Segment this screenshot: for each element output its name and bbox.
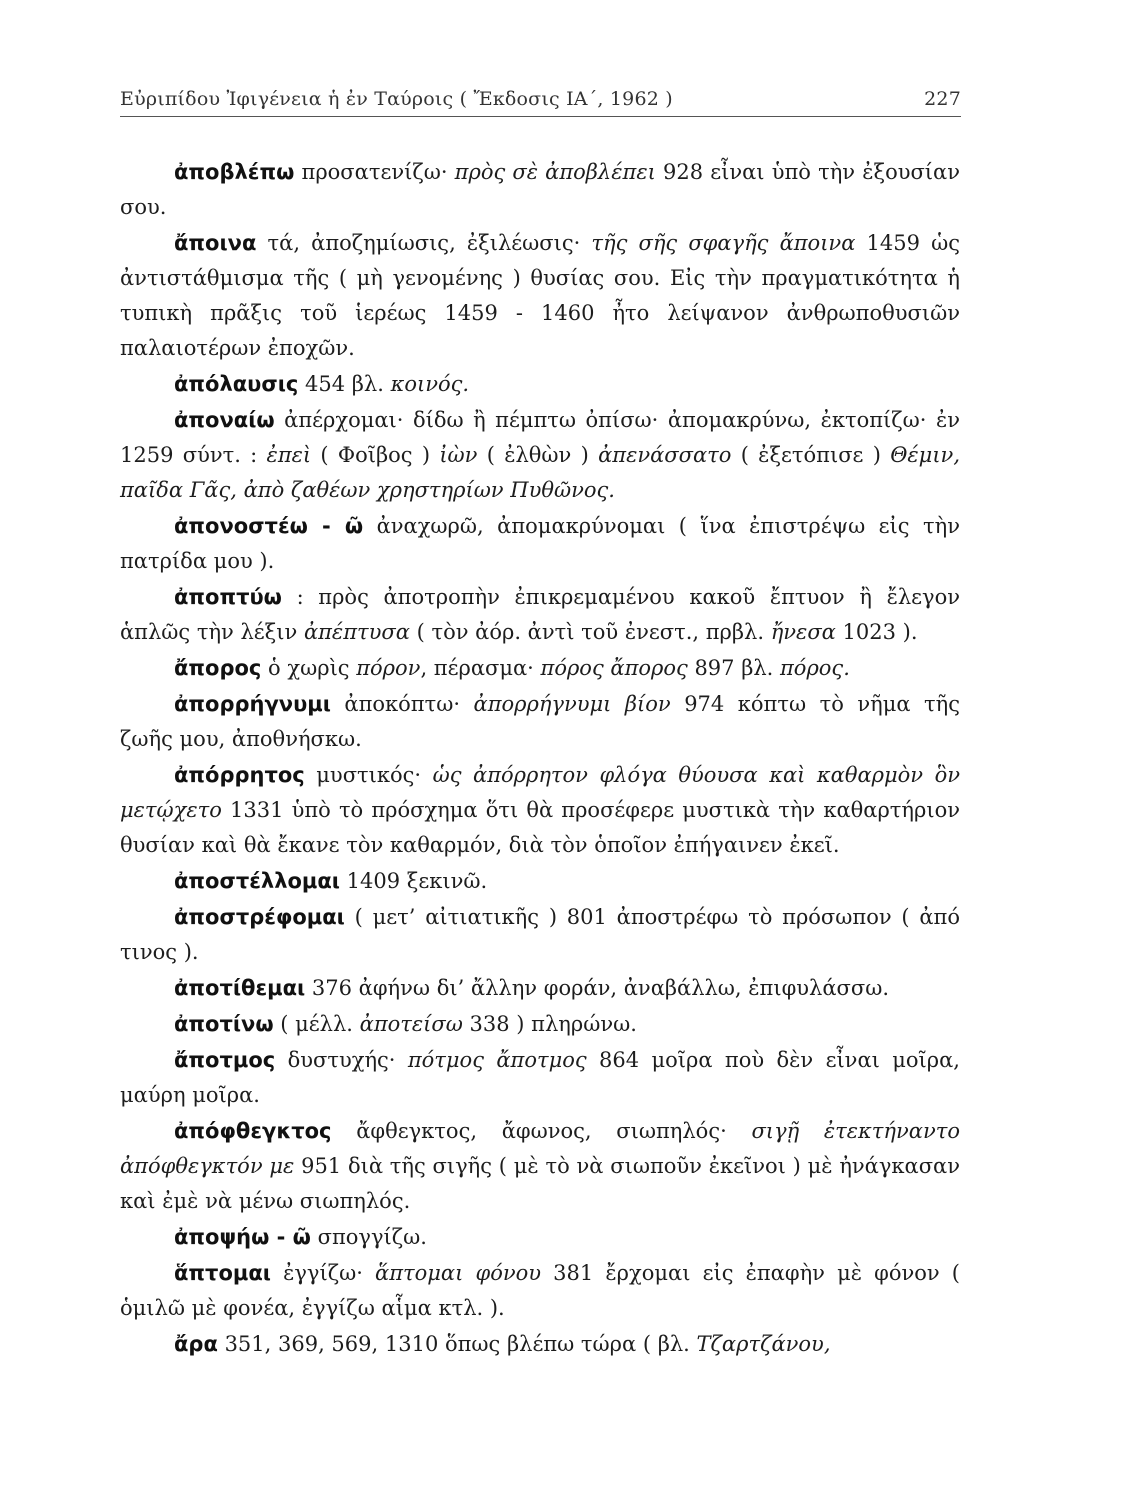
entry-quote-italic: πρὸς σὲ ἀποβλέπει	[454, 160, 656, 184]
entry-text: ( ἐλθὼν )	[477, 443, 599, 467]
entry-text: 974 κόπτω τὸ νῆμα τῆς ζωῆς μου, ἀποθνήσκω.	[120, 692, 960, 751]
glossary-entry	[120, 1043, 960, 1113]
entry-text: 376 ἀφήνω δι’ ἄλλην φοράν, ἀναβάλλω, ἐπιφυλάσσω.	[305, 976, 890, 1000]
entry-quote-italic: τῆς σῆς σφαγῆς ἄποινα	[591, 231, 856, 255]
entry-text: ( μετ’ αἰτιατικῆς ) 801 ἀποστρέφω τὸ πρόσωπον ( ἀπό τινος ).	[120, 905, 960, 964]
entry-quote-italic: ἰὼν	[439, 443, 478, 467]
entry-text: 928 εἶναι ὑπὸ τὴν ἐξουσίαν σου.	[120, 160, 960, 219]
glossary-entry	[120, 403, 960, 508]
entry-text: ἐγγίζω·	[270, 1261, 376, 1285]
glossary-entry	[120, 1327, 960, 1362]
entry-text: ἄφθεγκτος, ἄφωνος, σιωπηλός·	[331, 1119, 752, 1143]
entry-quote-italic: πόρον	[356, 656, 421, 680]
glossary-entry	[120, 687, 960, 757]
entry-headword: ἀπόρρητος	[174, 763, 305, 787]
entry-text: ( Φοῖβος )	[311, 443, 440, 467]
glossary-entry	[120, 1256, 960, 1326]
glossary-entry	[120, 900, 960, 970]
entry-headword: ἀπονοστέω - ῶ	[174, 514, 364, 538]
entry-quote-italic: ἀποτείσω	[359, 1012, 463, 1036]
header-title: Εὐριπίδου Ἰφιγένεια ἡ ἐν Ταύροις ( Ἔκδοσις ΙΑ΄, 1962 )	[120, 88, 673, 110]
entry-text: σπογγίζω.	[310, 1225, 427, 1249]
entry-text: ἀποκόπτω·	[330, 692, 474, 716]
entry-quote-italic: κοινός.	[390, 372, 470, 396]
entry-text: δυστυχής·	[275, 1048, 408, 1072]
entry-headword: ἀποναίω	[174, 408, 275, 432]
entry-text: μυστικός·	[304, 763, 433, 787]
entry-headword: ἀπόφθεγκτος	[174, 1119, 332, 1143]
entry-text: 338 ) πληρώνω.	[462, 1012, 637, 1036]
entry-quote-italic: πότμος ἄποτμος	[407, 1048, 587, 1072]
entry-text: 351, 369, 569, 1310 ὅπως βλέπω τώρα ( βλ.	[217, 1332, 697, 1356]
glossary-entry	[120, 864, 960, 899]
entry-text: προσατενίζω·	[294, 160, 455, 184]
page-number: 227	[924, 88, 961, 110]
entry-text: 864 μοῖρα ποὺ δὲν εἶναι μοῖρα, μαύρη μοῖρα.	[120, 1048, 960, 1107]
entry-headword: ἀποτίθεμαι	[174, 976, 306, 1000]
entry-text: ( τὸν ἀόρ. ἀντὶ τοῦ ἐνεστ., πρβλ.	[409, 620, 771, 644]
entry-text: 951 διὰ τῆς σιγῆς ( μὲ τὸ νὰ σιωποῦν ἐκεῖνοι ) μὲ ἠνάγκασαν καὶ ἐμὲ νὰ μένω σιωπηλός.	[120, 1154, 960, 1213]
entry-text: ἀναχωρῶ, ἀπομακρύνομαι ( ἵνα ἐπιστρέψω εἰς τὴν πατρίδα μου ).	[120, 514, 960, 573]
entry-text: 1331 ὑπὸ τὸ πρόσχημα ὅτι θὰ προσέφερε μυστικὰ τὴν καθαρτήριον θυσίαν καὶ θὰ ἔκανε τὸν καθαρμόν, διὰ τὸν ὁποῖον ἐπήγαινεν ἐκεῖ.	[120, 798, 960, 857]
running-header	[120, 86, 961, 117]
entry-headword: ἀπόλαυσις	[174, 372, 299, 396]
entry-headword: ἀποστρέφομαι	[174, 905, 345, 929]
entry-quote-italic: ἀπέπτυσα	[303, 620, 410, 644]
entry-quote-italic: ἅπτομαι φόνου	[375, 1261, 542, 1285]
entry-quote-italic: ἤνεσα	[770, 620, 836, 644]
glossary-entry	[120, 758, 960, 863]
entry-headword: ἀποψήω - ῶ	[174, 1225, 311, 1249]
entry-quote-italic: ὡς ἀπόρρητον φλόγα θύουσα καὶ καθαρμὸν ὃν μετῴχετο	[120, 763, 960, 822]
entry-text: 1409 ξεκινῶ.	[339, 869, 488, 893]
entry-headword: ἀπορρήγνυμι	[174, 692, 331, 716]
entry-text: 1023 ).	[835, 620, 918, 644]
entry-quote-italic: πόρος ἄπορος	[540, 656, 688, 680]
entry-headword: ἄπορος	[174, 656, 262, 680]
entry-headword: ἀποστέλλομαι	[174, 869, 340, 893]
entry-quote-italic: ἀπενάσσατο	[598, 443, 732, 467]
glossary-entry	[120, 226, 960, 366]
entry-text: 1459 ὡς ἀντιστάθμισμα τῆς ( μὴ γενομένης ) θυσίας σου. Εἰς τὴν πραγματικότητα ἡ τυπικὴ πρᾶξις τοῦ ἱερέως 1459 - 1460 ἦτο λείψανον ἀνθρωποθυσιῶν παλαιοτέρων ἐποχῶν.	[120, 231, 960, 360]
glossary-entry	[120, 367, 960, 402]
entry-headword: ἄρα	[174, 1332, 218, 1356]
glossary-entry	[120, 509, 960, 579]
entry-quote-italic: ἐπεὶ	[266, 443, 312, 467]
glossary-entry	[120, 651, 960, 686]
entry-text: ἀπέρχομαι· δίδω ἢ πέμπτω ὀπίσω· ἀπομακρύνω, ἐκτοπίζω· ἐν 1259 σύντ. :	[120, 408, 960, 467]
entry-text: 381 ἔρχομαι εἰς ἐπαφὴν μὲ φόνον ( ὁμιλῶ μὲ φονέα, ἐγγίζω αἷμα κτλ. ).	[120, 1261, 960, 1320]
entry-headword: ἅπτομαι	[174, 1261, 271, 1285]
entry-text: ὁ χωρὶς	[261, 656, 357, 680]
entry-quote-italic: σιγῇ ἐτεκτήναντο ἀπόφθεγκτόν με	[120, 1119, 960, 1178]
entry-headword: ἄποτμος	[174, 1048, 276, 1072]
entry-text: : πρὸς ἀποτροπὴν ἐπικρεμαμένου κακοῦ ἔπτυον ἢ ἔλεγον ἁπλῶς τὴν λέξιν	[120, 585, 960, 644]
entry-text: 897 βλ.	[687, 656, 780, 680]
entry-headword: ἀποτίνω	[174, 1012, 274, 1036]
entry-quote-italic: Θέμιν, παῖδα Γᾶς, ἀπὸ ζαθέων χρηστηρίων Πυθῶνος.	[120, 443, 960, 502]
glossary-body	[120, 155, 960, 1363]
entry-quote-italic: ἀπορρήγνυμι βίον	[473, 692, 671, 716]
glossary-entry	[120, 971, 960, 1006]
glossary-entry	[120, 1114, 960, 1219]
entry-quote-italic: πόρος.	[780, 656, 850, 680]
glossary-entry	[120, 580, 960, 650]
entry-headword: ἀποπτύω	[174, 585, 282, 609]
entry-text: ( ἐξετόπισε )	[731, 443, 891, 467]
entry-text: , πέρασμα·	[420, 656, 541, 680]
entry-quote-italic: Τζαρτζάνου,	[696, 1332, 831, 1356]
entry-headword: ἀποβλέπω	[174, 160, 295, 184]
entry-text: τά, ἀποζημίωσις, ἐξιλέωσις·	[256, 231, 592, 255]
entry-headword: ἄποινα	[174, 231, 257, 255]
glossary-entry	[120, 1007, 960, 1042]
glossary-entry	[120, 1220, 960, 1255]
entry-text: ( μέλλ.	[273, 1012, 360, 1036]
entry-text: 454 βλ.	[298, 372, 391, 396]
glossary-entry	[120, 155, 960, 225]
